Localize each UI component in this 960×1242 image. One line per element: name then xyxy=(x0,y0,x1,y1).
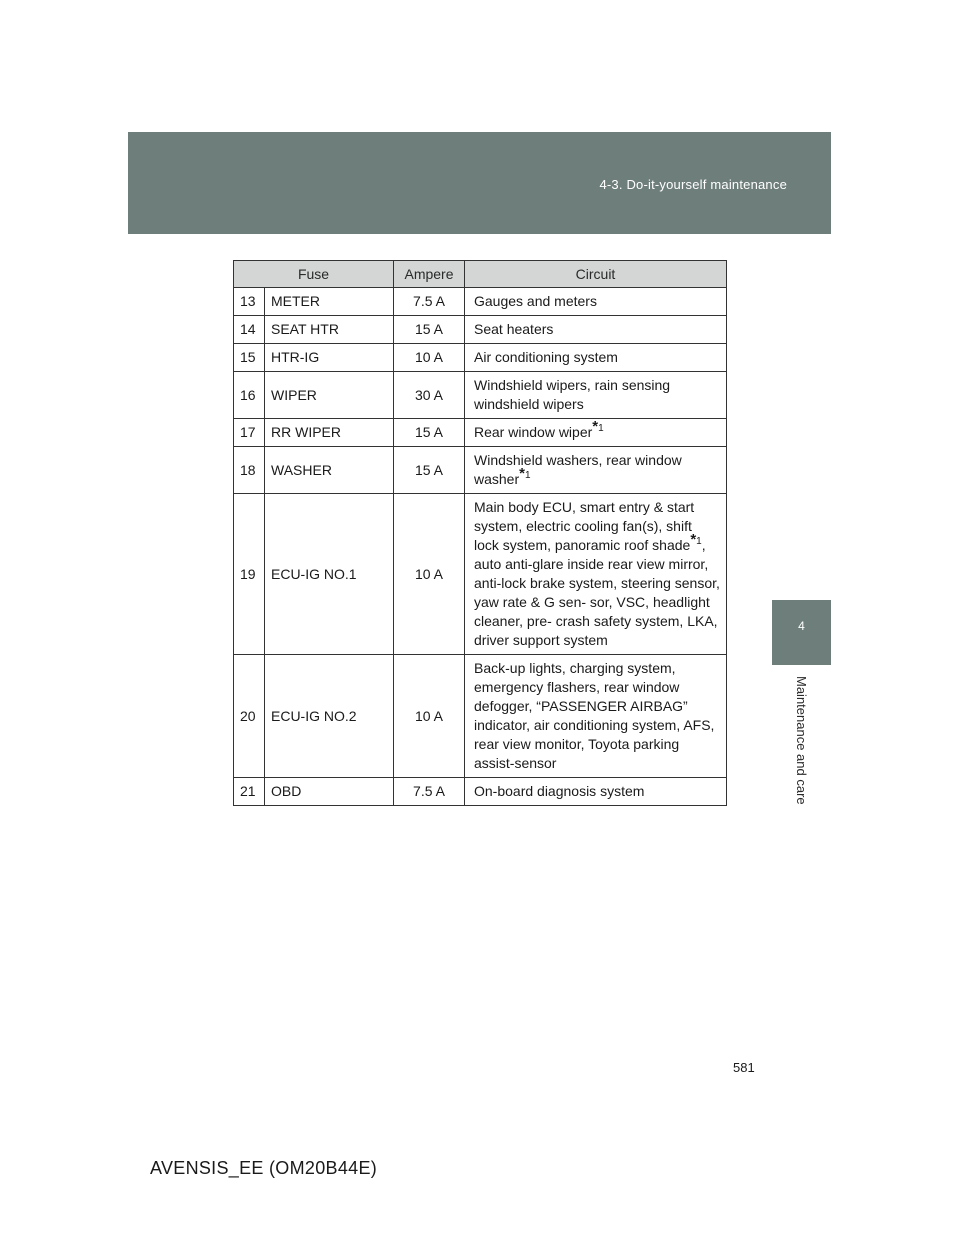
table-row xyxy=(234,316,727,344)
footnote-marker: *1 xyxy=(690,531,702,549)
header-circuit: Circuit xyxy=(465,261,727,288)
page-number: 581 xyxy=(733,1060,755,1075)
chapter-tab xyxy=(772,600,831,665)
section-header-band xyxy=(128,132,831,234)
circuit-text: Windshield washers, rear window washer xyxy=(474,452,682,487)
footnote-number: 1 xyxy=(696,536,702,548)
fuse-ampere: 30 A xyxy=(394,372,465,419)
table-header-row xyxy=(234,261,727,288)
footnote-marker: *1 xyxy=(519,465,531,483)
footnote-marker: *1 xyxy=(592,418,604,436)
fuse-ampere: 10 A xyxy=(394,494,465,655)
fuse-number: 21 xyxy=(234,778,265,806)
fuse-name: METER xyxy=(265,288,394,316)
fuse-circuit xyxy=(465,447,727,494)
circuit-text: Main body ECU, smart entry & start system, electric cooling fan(s), shift lock system, panoramic roof shade xyxy=(474,499,695,553)
fuse-number: 20 xyxy=(234,655,265,778)
fuse-ampere: 10 A xyxy=(394,344,465,372)
table-row xyxy=(234,494,727,655)
fuse-name: WASHER xyxy=(265,447,394,494)
fuse-table xyxy=(233,260,727,806)
fuse-ampere: 15 A xyxy=(394,447,465,494)
circuit-text-continued: , auto anti-glare inside rear view mirror, anti-lock brake system, steering sensor, yaw rate & G sen- sor, VSC, headlight cleaner, pre- crash safety system, LKA, driver support system xyxy=(474,537,720,648)
fuse-circuit: Gauges and meters xyxy=(465,288,727,316)
table-row xyxy=(234,372,727,419)
chapter-number: 4 xyxy=(798,619,805,633)
table-row xyxy=(234,655,727,778)
table-row xyxy=(234,778,727,806)
fuse-ampere: 15 A xyxy=(394,316,465,344)
fuse-name: HTR-IG xyxy=(265,344,394,372)
fuse-number: 15 xyxy=(234,344,265,372)
table-row xyxy=(234,344,727,372)
fuse-circuit: Air conditioning system xyxy=(465,344,727,372)
fuse-number: 19 xyxy=(234,494,265,655)
header-ampere: Ampere xyxy=(394,261,465,288)
fuse-number: 14 xyxy=(234,316,265,344)
fuse-ampere: 7.5 A xyxy=(394,778,465,806)
section-title: 4-3. Do-it-yourself maintenance xyxy=(599,177,787,192)
fuse-ampere: 15 A xyxy=(394,419,465,447)
fuse-number: 17 xyxy=(234,419,265,447)
fuse-number: 16 xyxy=(234,372,265,419)
fuse-number: 18 xyxy=(234,447,265,494)
document-code: AVENSIS_EE (OM20B44E) xyxy=(150,1158,378,1178)
fuse-ampere: 10 A xyxy=(394,655,465,778)
fuse-circuit: Seat heaters xyxy=(465,316,727,344)
table-row xyxy=(234,419,727,447)
table-row xyxy=(234,447,727,494)
fuse-number: 13 xyxy=(234,288,265,316)
header-fuse: Fuse xyxy=(234,261,394,288)
fuse-name: WIPER xyxy=(265,372,394,419)
table-row xyxy=(234,288,727,316)
fuse-circuit xyxy=(465,494,727,655)
fuse-name: RR WIPER xyxy=(265,419,394,447)
fuse-circuit: On-board diagnosis system xyxy=(465,778,727,806)
fuse-name: ECU-IG NO.2 xyxy=(265,655,394,778)
fuse-circuit xyxy=(465,419,727,447)
fuse-circuit: Windshield wipers, rain sensing windshield wipers xyxy=(465,372,727,419)
fuse-name: ECU-IG NO.1 xyxy=(265,494,394,655)
fuse-ampere: 7.5 A xyxy=(394,288,465,316)
circuit-text: Rear window wiper xyxy=(474,424,593,440)
fuse-name: OBD xyxy=(265,778,394,806)
footnote-number: 1 xyxy=(598,423,604,435)
fuse-circuit: Back-up lights, charging system, emergency flashers, rear window defogger, “PASSENGER AIRBAG” indicator, air conditioning system, AFS, rear view monitor, Toyota parking assist-sensor xyxy=(465,655,727,778)
chapter-label: Maintenance and care xyxy=(794,676,809,805)
fuse-name: SEAT HTR xyxy=(265,316,394,344)
footnote-number: 1 xyxy=(524,470,531,482)
